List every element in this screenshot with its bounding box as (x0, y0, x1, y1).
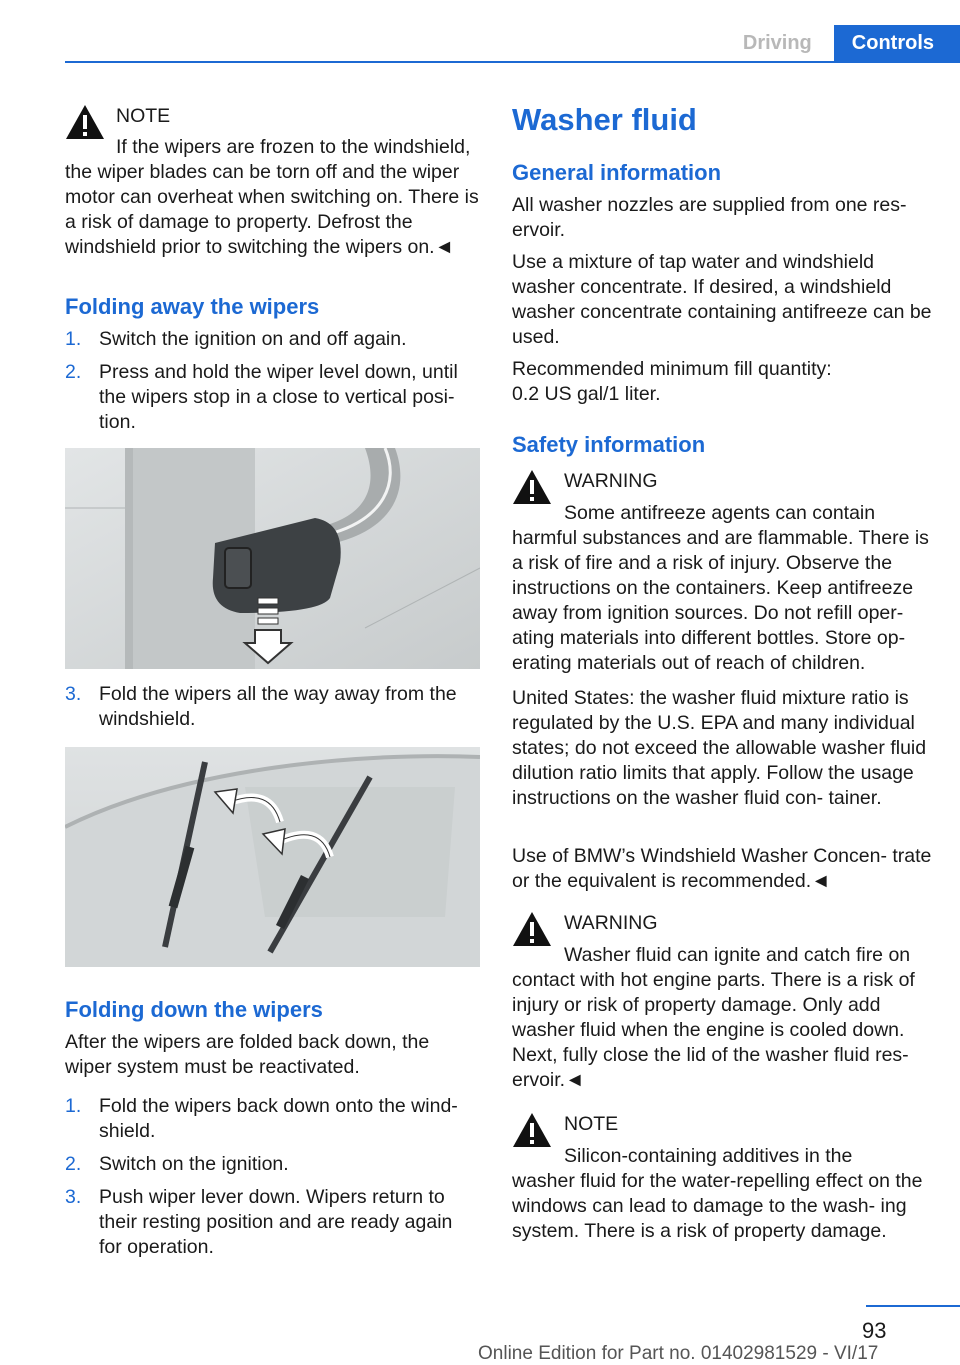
wipers-folded-illustration (65, 747, 480, 967)
step-text: Switch the ignition on and off again. (99, 328, 407, 350)
folding-down-intro: After the wipers are folded back down, the wiper system must be reactivated. (65, 1031, 430, 1078)
bmw-concentrate-text: Use of BMW’s Windshield Washer Concen‐ trate or the equivalent is recommended.◄ (512, 845, 932, 892)
step-number: 1. (65, 1095, 82, 1117)
note-line1: Silicon-containing additives in the (564, 1145, 853, 1167)
illustration-wipers-folded (65, 747, 480, 967)
note-frozen-wipers (65, 104, 481, 260)
warning-triangle-icon (65, 104, 105, 140)
general-p2: Use a mixture of tap water and windshield washer concentrate. If desired, a windshield washer concentrate containing antifreeze can be used. (512, 251, 932, 348)
header-divider (65, 61, 960, 63)
fill-quantity-label: Recommended minimum fill quantity: (512, 358, 832, 380)
heading-general-information: General information (512, 160, 722, 185)
us-regulation-text: United States: the washer fluid mixture ratio is regulated by the U.S. EPA and many individual states; do not exceed the allowable washer fluid dilution ratio limits that apply. Follow the usage instructions on the washer fluid con‐ tainer. (512, 687, 927, 809)
step-number: 2. (65, 361, 82, 383)
page-number: 93 (862, 1318, 887, 1343)
warning-antifreeze (512, 469, 932, 676)
step-text: Press and hold the wiper level down, until the wipers stop in a close to vertical posi‐ tion. (99, 361, 458, 433)
warning-line1: Washer fluid can ignite and catch fire on (564, 944, 911, 966)
note-keyword: NOTE (116, 105, 171, 127)
list-item (65, 1152, 475, 1177)
note-body: washer fluid for the water-repelling effect on the windows can lead to damage to the wash‐ ing system. There is a risk of property damage. (512, 1170, 923, 1242)
general-p1: All washer nozzles are supplied from one res‐ ervoir. (512, 194, 907, 241)
note-keyword: NOTE (564, 1113, 619, 1135)
note-line1: If the wipers are frozen to the windshield, (116, 136, 471, 158)
wiper-lever-illustration (65, 448, 480, 669)
step-text: Fold the wipers back down onto the wind‐ shield. (99, 1095, 458, 1142)
step-text: Switch on the ignition. (99, 1153, 289, 1175)
tab-controls[interactable]: Controls (834, 25, 960, 61)
page-title: Washer fluid (512, 102, 697, 137)
step-number: 1. (65, 328, 82, 350)
step-number: 3. (65, 1186, 82, 1208)
note-silicon-additives (512, 1112, 932, 1244)
footer-divider (866, 1305, 960, 1307)
list-item (65, 327, 475, 352)
list-item (65, 360, 475, 435)
warning-triangle-icon (512, 911, 552, 947)
heading-folding-away: Folding away the wipers (65, 294, 320, 319)
warning-keyword: WARNING (564, 470, 658, 492)
warning-triangle-icon (512, 1112, 552, 1148)
steps-folding-away (65, 327, 475, 435)
warning-line1: Some antifreeze agents can contain (564, 502, 876, 524)
step-text: Push wiper lever down. Wipers return to their resting position and are ready again for operation. (99, 1186, 453, 1258)
step-number: 3. (65, 683, 82, 705)
warning-ignite (512, 911, 932, 1093)
steps-folding-away-continued (65, 682, 475, 732)
warning-triangle-icon (512, 469, 552, 505)
header-tabs (721, 25, 960, 61)
heading-folding-down: Folding down the wipers (65, 997, 323, 1022)
list-item (65, 1094, 475, 1144)
list-item (65, 682, 475, 732)
heading-safety-information: Safety information (512, 432, 706, 457)
warning-body: contact with hot engine parts. There is a risk of injury or risk of property damage. Only add washer fluid when the engine is cooled down. Next, fully close the lid of the washer fluid res‐ ervoir.◄ (512, 969, 915, 1091)
step-number: 2. (65, 1153, 82, 1175)
list-item (65, 1185, 475, 1260)
note-body: the wiper blades can be torn off and the wiper motor can overheat when switching on. There is a risk of damage to property. Defrost the windshield prior to switching the wipers on.◄ (65, 161, 479, 258)
edition-footer: Online Edition for Part no. 01402981529 - VI/17 (478, 1343, 879, 1364)
warning-body: harmful substances and are flammable. There is a risk of fire and a risk of injury. Observe the instructions on the containers. Keep antifreeze away from ignition sources. Do not refill oper‐ ating materials into different bottles. Store op‐ erating materials out of reach of children. (512, 527, 929, 674)
warning-keyword: WARNING (564, 912, 658, 934)
illustration-wiper-lever (65, 448, 480, 669)
fill-quantity-value: 0.2 US gal/1 liter. (512, 383, 661, 405)
steps-folding-down (65, 1094, 475, 1260)
tab-driving[interactable]: Driving (721, 25, 834, 61)
step-text: Fold the wipers all the way away from the windshield. (99, 683, 457, 730)
general-p3 (512, 357, 932, 407)
